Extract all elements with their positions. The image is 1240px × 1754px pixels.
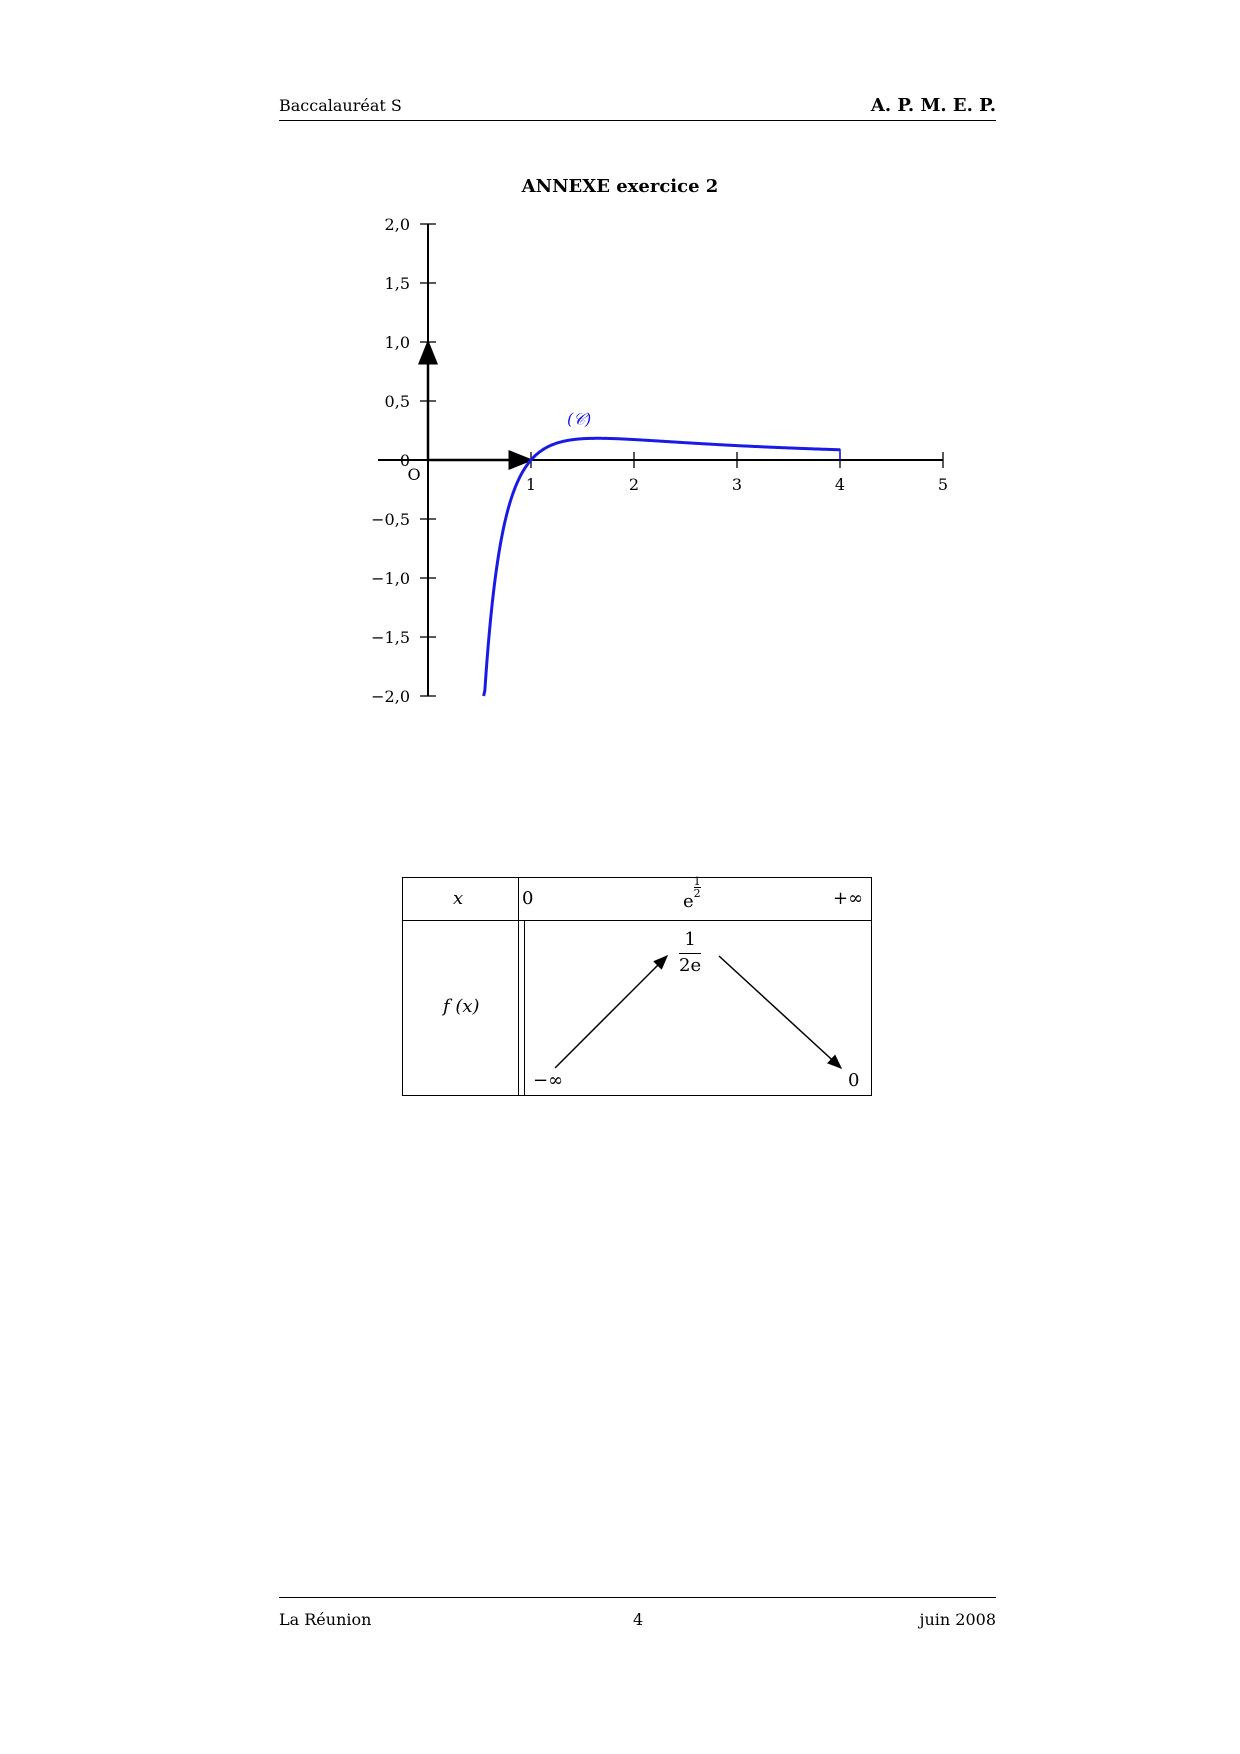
x-mid-value: e $\frac{1}{2}$ [683,875,701,912]
y-tick-label: 1,5 [384,274,410,293]
footer-left: La Réunion [279,1610,372,1629]
x-header: x [453,888,464,909]
x-tick-label: 1 [525,475,537,494]
y-tick-label: 1,0 [384,333,410,352]
function-graph [360,200,960,720]
f-max-value: $\frac{1}{2e}$ [679,929,702,976]
header-right: A. P. M. E. P. [870,95,996,116]
x-tick-label: 3 [731,475,743,494]
f-start-value: −∞ [533,1070,564,1091]
y-tick-label: −0,5 [371,510,410,529]
origin-label: O [407,465,421,484]
y-tick-label: −1,0 [371,569,410,588]
annex-title: ANNEXE exercice 2 [521,176,719,197]
x-tick-label: 2 [628,475,640,494]
footer-right: juin 2008 [919,1610,996,1629]
curve-label: (𝒞) [567,409,592,429]
f-header: f (x) [443,996,480,1017]
x-tick-label: 4 [834,475,846,494]
x-end-value: +∞ [833,888,864,909]
variation-arrows [403,875,873,1097]
x-tick-label: 5 [937,475,949,494]
decreasing-arrow [719,956,841,1068]
page-number: 4 [633,1610,644,1629]
variation-table [402,877,872,1096]
y-tick-label: −1,5 [371,628,410,647]
x-start-value: 0 [522,888,534,909]
increasing-arrow [555,956,667,1068]
y-tick-label: 0 [399,451,410,470]
y-tick-label: 2,0 [384,215,410,234]
y-tick-label: −2,0 [371,687,410,706]
page-header [279,96,996,121]
y-tick-label: 0,5 [384,392,410,411]
header-left: Baccalauréat S [279,96,402,115]
page-footer [279,1597,996,1634]
f-end-value: 0 [848,1070,860,1091]
curve-C [484,438,840,696]
